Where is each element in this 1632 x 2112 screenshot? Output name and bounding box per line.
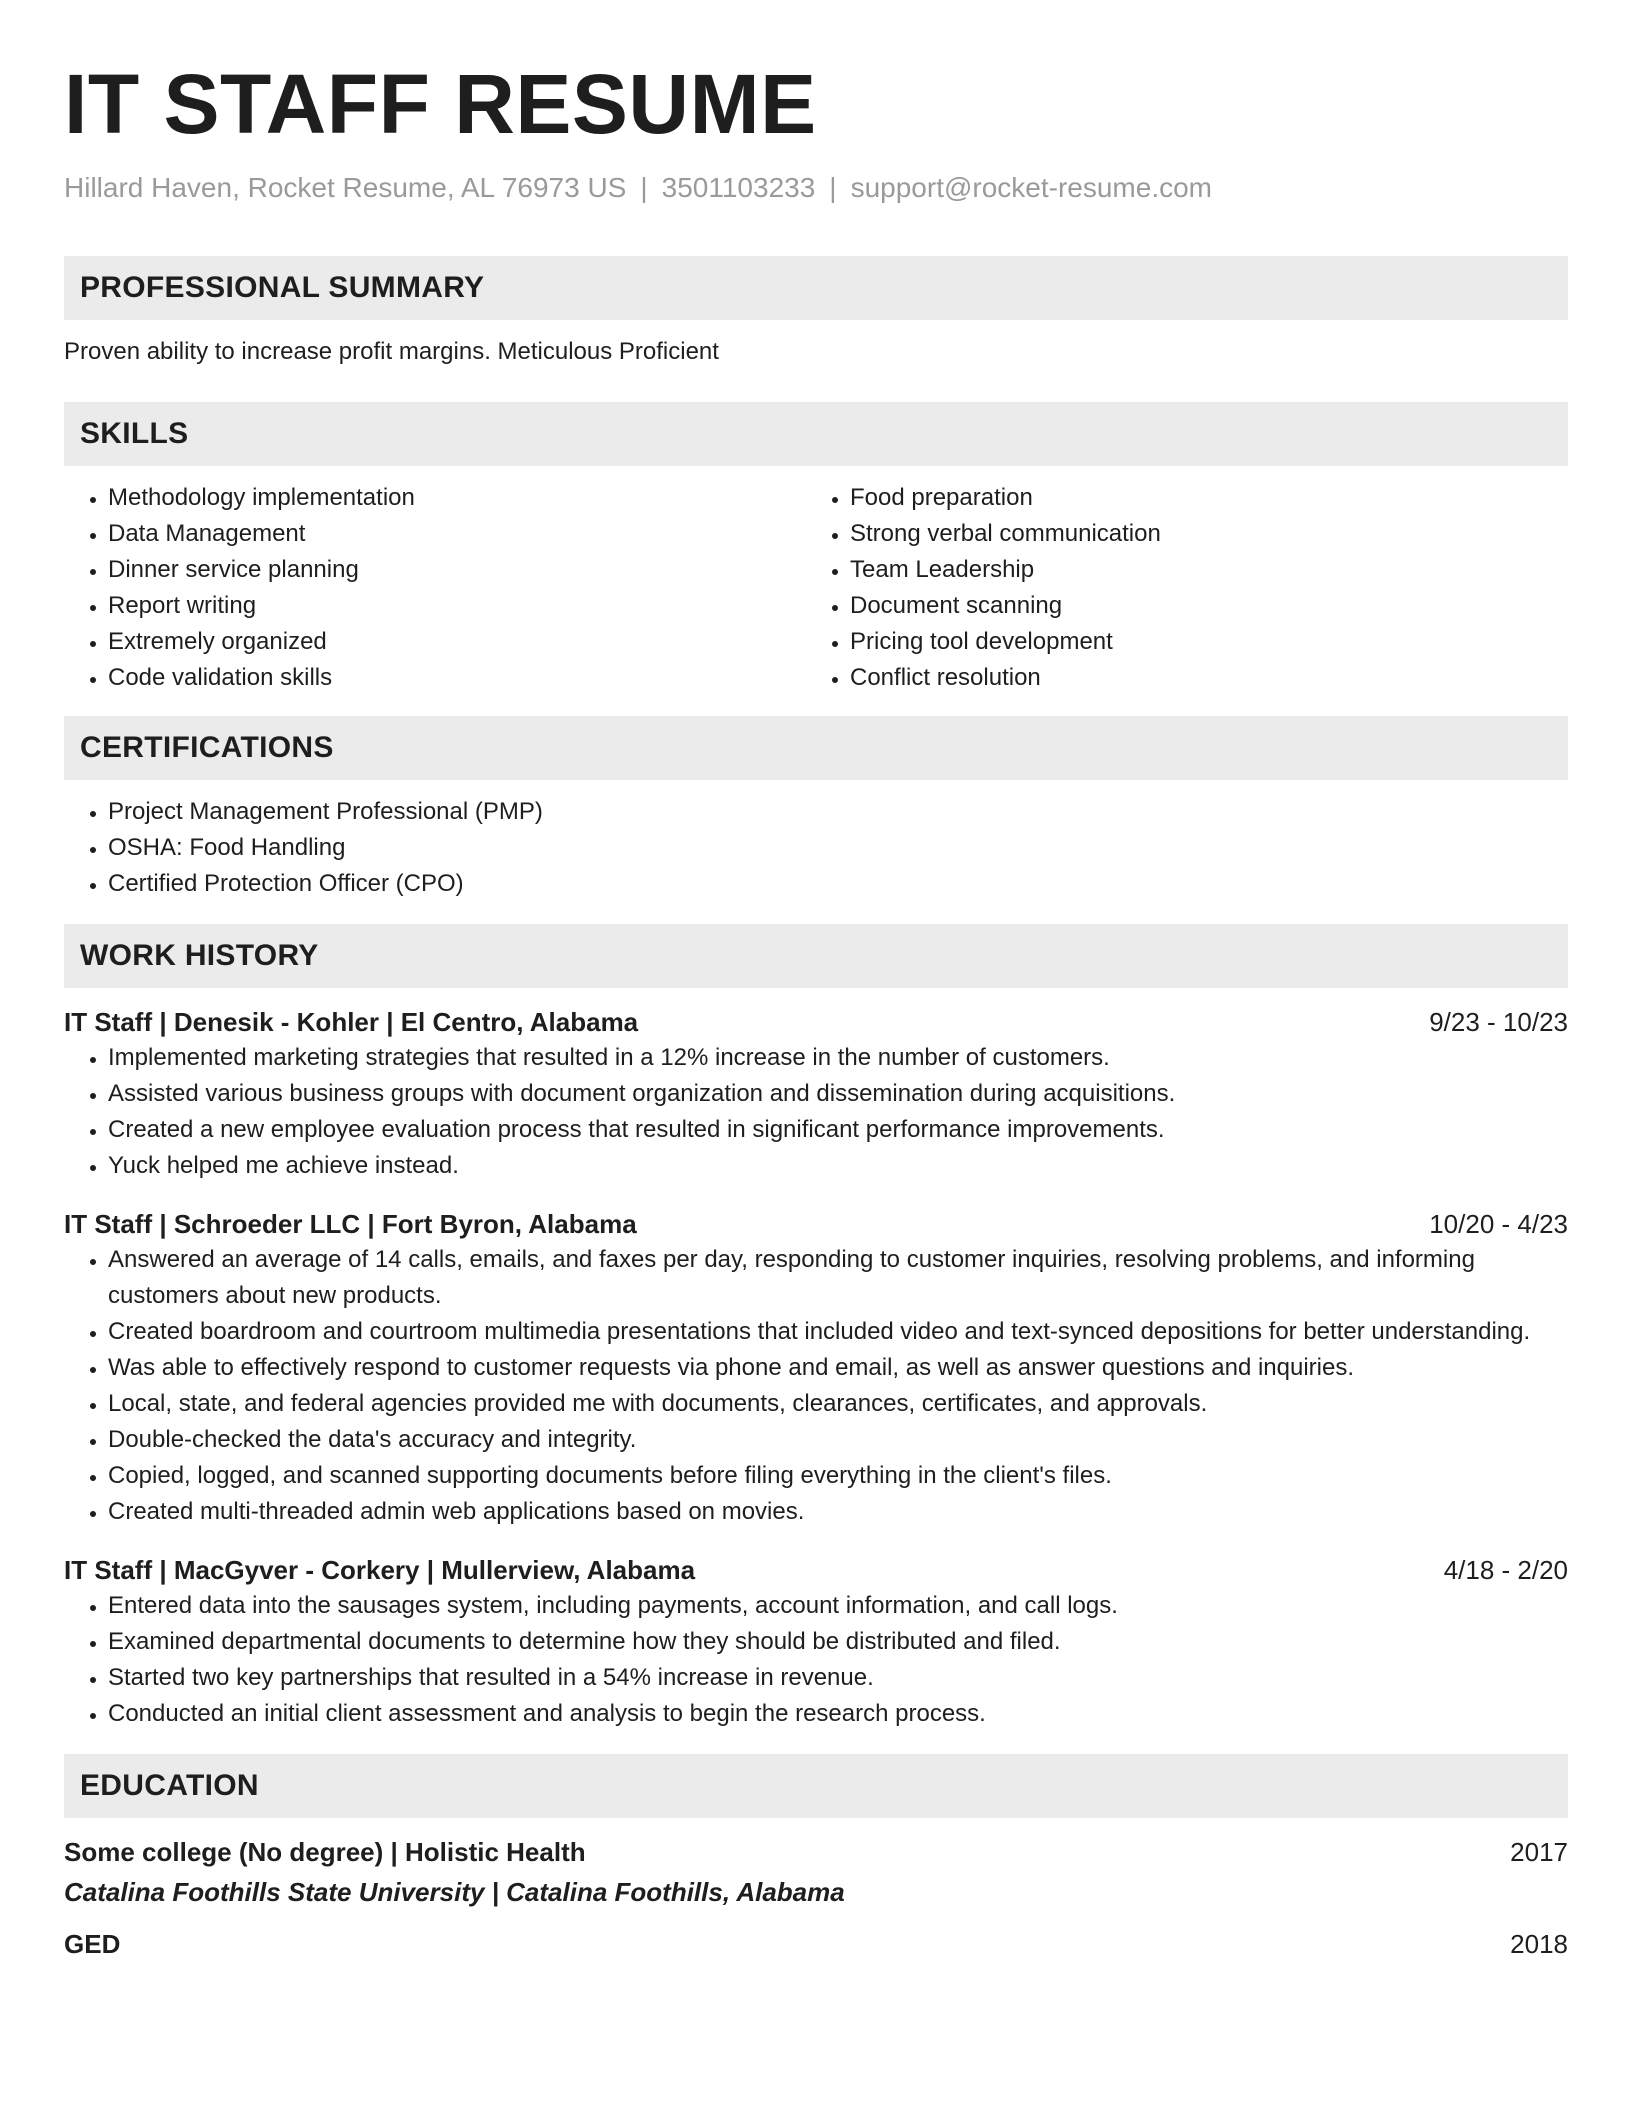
job-bullet: • Answered an average of 14 calls, emails, and faxes per day, responding to customer inquiries, resolving problems, and informing customers about new products.	[108, 1242, 1568, 1314]
summary-text: Proven ability to increase profit margins. Meticulous Proficient	[64, 338, 719, 365]
job-bullet: • Created multi-threaded admin web applications based on movies.	[108, 1494, 1568, 1530]
job-bullet: • Double-checked the data's accuracy and integrity.	[108, 1422, 1568, 1458]
job-bullet: • Was able to effectively respond to customer requests via phone and email, as well as answer questions and inquiries.	[108, 1350, 1568, 1386]
certification-item: • Project Management Professional (PMP)	[108, 794, 1568, 830]
certifications-heading: CERTIFICATIONS	[64, 716, 1568, 780]
skills-column-right	[806, 480, 1548, 696]
job-bullet: • Local, state, and federal agencies provided me with documents, clearances, certificates, and approvals.	[108, 1386, 1568, 1422]
education-year: 2018	[1510, 1929, 1568, 1959]
job-bullet: • Created boardroom and courtroom multimedia presentations that included video and text-synced depositions for better understanding.	[108, 1314, 1568, 1350]
skill-item: • Strong verbal communication	[850, 516, 1548, 552]
education-school: Catalina Foothills State University | Catalina Foothills, Alabama	[64, 1877, 845, 1907]
skill-item: • Conflict resolution	[850, 660, 1548, 696]
job-dates: 10/20 - 4/23	[1429, 1209, 1568, 1239]
job-entry	[64, 1004, 1568, 1184]
skills-column-left	[64, 480, 806, 696]
job-title: IT Staff | Schroeder LLC | Fort Byron, Alabama	[64, 1209, 637, 1239]
education-degree: Some college (No degree) | Holistic Health	[64, 1837, 586, 1867]
contact-separator: |	[640, 172, 648, 203]
skill-item: • Data Management	[108, 516, 806, 552]
skills-section	[64, 402, 1568, 696]
education-entry	[64, 1926, 1568, 1962]
job-title: IT Staff | MacGyver - Corkery | Mullerview, Alabama	[64, 1555, 696, 1585]
skill-item: • Team Leadership	[850, 552, 1548, 588]
work-history-heading: WORK HISTORY	[64, 924, 1568, 988]
job-title: IT Staff | Denesik - Kohler | El Centro, Alabama	[64, 1007, 639, 1037]
education-year: 2017	[1510, 1837, 1568, 1867]
job-bullet: • Yuck helped me achieve instead.	[108, 1148, 1568, 1184]
certification-item: • Certified Protection Officer (CPO)	[108, 866, 1568, 902]
contact-email: support@rocket-resume.com	[850, 172, 1213, 203]
summary-heading: PROFESSIONAL SUMMARY	[64, 256, 1568, 320]
education-entry	[64, 1834, 1568, 1910]
skills-heading: SKILLS	[64, 402, 1568, 466]
job-bullet: • Copied, logged, and scanned supporting documents before filing everything in the client's files.	[108, 1458, 1568, 1494]
job-bullet: • Created a new employee evaluation process that resulted in significant performance improvements.	[108, 1112, 1568, 1148]
skill-item: • Pricing tool development	[850, 624, 1548, 660]
contact-line	[64, 170, 1568, 206]
certification-item: • OSHA: Food Handling	[108, 830, 1568, 866]
job-bullet: • Examined departmental documents to determine how they should be distributed and filed.	[108, 1624, 1568, 1660]
certifications-section	[64, 716, 1568, 902]
education-heading: EDUCATION	[64, 1754, 1568, 1818]
job-entry	[64, 1552, 1568, 1732]
job-dates: 4/18 - 2/20	[1443, 1555, 1568, 1585]
skills-grid	[64, 480, 1568, 696]
job-entry	[64, 1206, 1568, 1530]
job-bullet: • Implemented marketing strategies that resulted in a 12% increase in the number of customers.	[108, 1040, 1568, 1076]
job-bullet: • Conducted an initial client assessment and analysis to begin the research process.	[108, 1696, 1568, 1732]
resume-title: IT STAFF RESUME	[64, 57, 817, 151]
skill-item: • Extremely organized	[108, 624, 806, 660]
work-history-section	[64, 924, 1568, 1732]
education-section	[64, 1754, 1568, 1962]
skill-item: • Document scanning	[850, 588, 1548, 624]
summary-section	[64, 256, 1568, 370]
education-degree: GED	[64, 1929, 121, 1959]
skill-item: • Report writing	[108, 588, 806, 624]
contact-separator: |	[829, 172, 837, 203]
contact-phone: 3501103233	[661, 172, 816, 203]
contact-address: Hillard Haven, Rocket Resume, AL 76973 US	[64, 172, 627, 203]
skill-item: • Methodology implementation	[108, 480, 806, 516]
skill-item: • Food preparation	[850, 480, 1548, 516]
skill-item: • Code validation skills	[108, 660, 806, 696]
job-bullet: • Assisted various business groups with document organization and dissemination during acquisitions.	[108, 1076, 1568, 1112]
skill-item: • Dinner service planning	[108, 552, 806, 588]
job-bullet: • Started two key partnerships that resulted in a 54% increase in revenue.	[108, 1660, 1568, 1696]
job-dates: 9/23 - 10/23	[1429, 1007, 1568, 1037]
job-bullet: • Entered data into the sausages system, including payments, account information, and call logs.	[108, 1588, 1568, 1624]
resume-page	[64, 0, 1568, 1962]
